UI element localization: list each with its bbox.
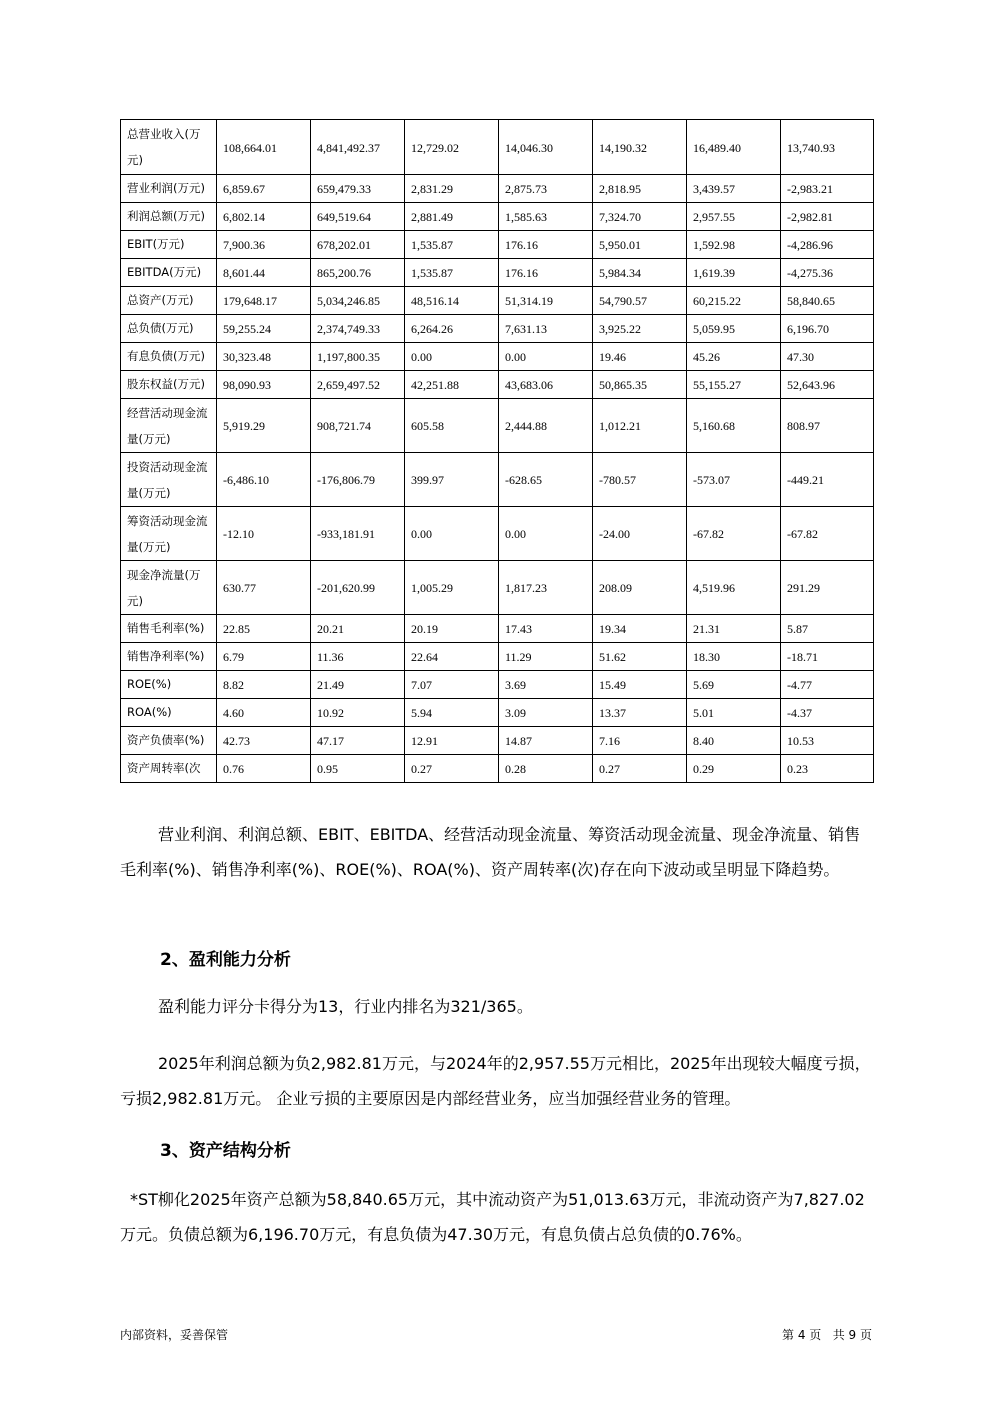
table-cell: -67.82	[687, 507, 781, 561]
table-cell: 4.60	[217, 699, 311, 727]
table-cell: 0.28	[499, 755, 593, 783]
table-cell: 2,818.95	[593, 175, 687, 203]
table-cell: 14,190.32	[593, 120, 687, 175]
table-cell: 3.09	[499, 699, 593, 727]
table-cell: 6,802.14	[217, 203, 311, 231]
table-cell: 58,840.65	[781, 287, 874, 315]
section-2-score-paragraph: 盈利能力评分卡得分为13，行业内排名为321/365。	[158, 997, 533, 1016]
table-cell: 0.00	[405, 507, 499, 561]
table-row	[121, 399, 874, 453]
table-cell: -449.21	[781, 453, 874, 507]
table-row	[121, 755, 874, 783]
summary-paragraph: 营业利润、利润总额、EBIT、EBITDA、经营活动现金流量、筹资活动现金流量、现金净流量、销售毛利率(%)、销售净利率(%)、ROE(%)、ROA(%)、资产周转率(次)存在向下波动或呈明显下降趋势。	[120, 825, 861, 879]
table-cell: 17.43	[499, 615, 593, 643]
table-cell: 1,619.39	[687, 259, 781, 287]
table-cell: 5,984.34	[593, 259, 687, 287]
table-cell: 10.92	[311, 699, 405, 727]
table-cell: 5,160.68	[687, 399, 781, 453]
table-cell: 605.58	[405, 399, 499, 453]
table-cell: 60,215.22	[687, 287, 781, 315]
table-cell: 0.00	[405, 343, 499, 371]
table-cell: -67.82	[781, 507, 874, 561]
table-cell: 6.79	[217, 643, 311, 671]
table-cell: 1,197,800.35	[311, 343, 405, 371]
table-cell: 865,200.76	[311, 259, 405, 287]
table-cell: -201,620.99	[311, 561, 405, 615]
row-label: 销售净利率(%)	[121, 643, 217, 671]
table-cell: 7.07	[405, 671, 499, 699]
table-row	[121, 671, 874, 699]
table-cell: 30,323.48	[217, 343, 311, 371]
table-cell: 6,196.70	[781, 315, 874, 343]
table-cell: 1,535.87	[405, 231, 499, 259]
table-cell: 1,592.98	[687, 231, 781, 259]
table-cell: 5,919.29	[217, 399, 311, 453]
table-row	[121, 203, 874, 231]
table-row	[121, 259, 874, 287]
table-cell: 1,817.23	[499, 561, 593, 615]
table-cell: 3,925.22	[593, 315, 687, 343]
table-row	[121, 371, 874, 399]
table-cell: -573.07	[687, 453, 781, 507]
row-label: 投资活动现金流量(万元)	[121, 453, 217, 507]
table-cell: 22.85	[217, 615, 311, 643]
table-cell: 5.87	[781, 615, 874, 643]
table-cell: 98,090.93	[217, 371, 311, 399]
table-cell: 0.00	[499, 507, 593, 561]
table-row	[121, 727, 874, 755]
table-cell: 22.64	[405, 643, 499, 671]
table-cell: 7,324.70	[593, 203, 687, 231]
table-cell: 5.94	[405, 699, 499, 727]
table-row	[121, 453, 874, 507]
table-cell: -933,181.91	[311, 507, 405, 561]
table-cell: 5.01	[687, 699, 781, 727]
table-cell: 11.36	[311, 643, 405, 671]
table-cell: 43,683.06	[499, 371, 593, 399]
table-cell: -24.00	[593, 507, 687, 561]
table-cell: -780.57	[593, 453, 687, 507]
table-cell: 108,664.01	[217, 120, 311, 175]
table-cell: 51,314.19	[499, 287, 593, 315]
table-cell: 6,264.26	[405, 315, 499, 343]
table-cell: 908,721.74	[311, 399, 405, 453]
table-cell: 7,631.13	[499, 315, 593, 343]
table-cell: 16,489.40	[687, 120, 781, 175]
row-label: 总资产(万元)	[121, 287, 217, 315]
table-cell: 2,831.29	[405, 175, 499, 203]
row-label: 股东权益(万元)	[121, 371, 217, 399]
table-cell: 678,202.01	[311, 231, 405, 259]
row-label: 销售毛利率(%)	[121, 615, 217, 643]
table-cell: 55,155.27	[687, 371, 781, 399]
table-cell: 0.29	[687, 755, 781, 783]
footer-confidential-note: 内部资料，妥善保管	[120, 1328, 229, 1342]
table-cell: 2,957.55	[687, 203, 781, 231]
table-cell: -4,275.36	[781, 259, 874, 287]
table-cell: 0.27	[593, 755, 687, 783]
table-cell: 176.16	[499, 231, 593, 259]
table-cell: 48,516.14	[405, 287, 499, 315]
table-cell: -628.65	[499, 453, 593, 507]
table-cell: 21.49	[311, 671, 405, 699]
table-cell: 5,950.01	[593, 231, 687, 259]
table-cell: -18.71	[781, 643, 874, 671]
table-cell: 42,251.88	[405, 371, 499, 399]
table-cell: 21.31	[687, 615, 781, 643]
financial-data-table	[120, 119, 874, 783]
footer-page-number: 第 4 页 共 9 页	[782, 1328, 872, 1342]
table-cell: 11.29	[499, 643, 593, 671]
row-label: 利润总额(万元)	[121, 203, 217, 231]
table-cell: 5,034,246.85	[311, 287, 405, 315]
row-label: 经营活动现金流量(万元)	[121, 399, 217, 453]
table-cell: 50,865.35	[593, 371, 687, 399]
table-cell: 5.69	[687, 671, 781, 699]
table-cell: 19.34	[593, 615, 687, 643]
row-label: 总营业收入(万元)	[121, 120, 217, 175]
table-cell: -2,982.81	[781, 203, 874, 231]
table-cell: 8,601.44	[217, 259, 311, 287]
row-label: 总负债(万元)	[121, 315, 217, 343]
table-cell: 2,444.88	[499, 399, 593, 453]
table-cell: 13.37	[593, 699, 687, 727]
table-cell: 291.29	[781, 561, 874, 615]
table-cell: 179,648.17	[217, 287, 311, 315]
table-row	[121, 561, 874, 615]
table-row	[121, 643, 874, 671]
table-cell: 5,059.95	[687, 315, 781, 343]
table-cell: 659,479.33	[311, 175, 405, 203]
table-cell: 2,659,497.52	[311, 371, 405, 399]
table-cell: -6,486.10	[217, 453, 311, 507]
table-cell: 45.26	[687, 343, 781, 371]
table-cell: -4,286.96	[781, 231, 874, 259]
table-cell: 51.62	[593, 643, 687, 671]
table-cell: 0.27	[405, 755, 499, 783]
table-cell: 15.49	[593, 671, 687, 699]
table-cell: 1,012.21	[593, 399, 687, 453]
table-cell: 20.21	[311, 615, 405, 643]
table-cell: 3,439.57	[687, 175, 781, 203]
section-3-heading: 3、资产结构分析	[160, 1141, 291, 1161]
table-cell: 0.76	[217, 755, 311, 783]
table-row	[121, 120, 874, 175]
table-row	[121, 315, 874, 343]
table-cell: 630.77	[217, 561, 311, 615]
table-cell: 12,729.02	[405, 120, 499, 175]
section-3-asset-paragraph: *ST柳化2025年资产总额为58,840.65万元，其中流动资产为51,013.63万元，非流动资产为7,827.02万元。负债总额为6,196.70万元，有息负债为47.30万元，有息负债占总负债的0.76%。	[120, 1190, 865, 1244]
section-2-profit-paragraph: 2025年利润总额为负2,982.81万元，与2024年的2,957.55万元相比，2025年出现较大幅度亏损，亏损2,982.81万元。 企业亏损的主要原因是内部经营业务，应当加强经营业务的管理。	[120, 1054, 871, 1108]
table-cell: 54,790.57	[593, 287, 687, 315]
table-cell: 20.19	[405, 615, 499, 643]
table-cell: -12.10	[217, 507, 311, 561]
table-cell: 1,535.87	[405, 259, 499, 287]
row-label: EBITDA(万元)	[121, 259, 217, 287]
table-cell: 208.09	[593, 561, 687, 615]
table-cell: 4,841,492.37	[311, 120, 405, 175]
table-cell: 808.97	[781, 399, 874, 453]
row-label: 营业利润(万元)	[121, 175, 217, 203]
row-label: 筹资活动现金流量(万元)	[121, 507, 217, 561]
table-cell: 4,519.96	[687, 561, 781, 615]
table-cell: 6,859.67	[217, 175, 311, 203]
table-row	[121, 615, 874, 643]
row-label: 资产负债率(%)	[121, 727, 217, 755]
table-cell: 399.97	[405, 453, 499, 507]
table-cell: 2,881.49	[405, 203, 499, 231]
table-cell: -2,983.21	[781, 175, 874, 203]
table-cell: 14.87	[499, 727, 593, 755]
table-cell: 2,875.73	[499, 175, 593, 203]
table-cell: 176.16	[499, 259, 593, 287]
table-row	[121, 507, 874, 561]
table-cell: 3.69	[499, 671, 593, 699]
table-cell: 0.23	[781, 755, 874, 783]
row-label: EBIT(万元)	[121, 231, 217, 259]
table-cell: 52,643.96	[781, 371, 874, 399]
table-cell: 13,740.93	[781, 120, 874, 175]
row-label: ROA(%)	[121, 699, 217, 727]
table-cell: 12.91	[405, 727, 499, 755]
table-cell: 42.73	[217, 727, 311, 755]
table-cell: 2,374,749.33	[311, 315, 405, 343]
row-label: 资产周转率(次	[121, 755, 217, 783]
table-cell: -4.37	[781, 699, 874, 727]
table-cell: 7,900.36	[217, 231, 311, 259]
table-cell: 1,005.29	[405, 561, 499, 615]
table-row	[121, 231, 874, 259]
table-cell: 10.53	[781, 727, 874, 755]
table-row	[121, 287, 874, 315]
table-cell: 14,046.30	[499, 120, 593, 175]
table-cell: 1,585.63	[499, 203, 593, 231]
table-cell: 59,255.24	[217, 315, 311, 343]
table-cell: 0.95	[311, 755, 405, 783]
table-cell: 47.17	[311, 727, 405, 755]
row-label: ROE(%)	[121, 671, 217, 699]
table-row	[121, 343, 874, 371]
table-cell: 8.82	[217, 671, 311, 699]
table-cell: 19.46	[593, 343, 687, 371]
table-row	[121, 699, 874, 727]
table-cell: 649,519.64	[311, 203, 405, 231]
table-cell: 18.30	[687, 643, 781, 671]
table-cell: -176,806.79	[311, 453, 405, 507]
section-2-heading: 2、盈利能力分析	[160, 950, 291, 970]
row-label: 有息负债(万元)	[121, 343, 217, 371]
row-label: 现金净流量(万元)	[121, 561, 217, 615]
table-cell: 47.30	[781, 343, 874, 371]
table-cell: 7.16	[593, 727, 687, 755]
table-row	[121, 175, 874, 203]
table-cell: -4.77	[781, 671, 874, 699]
table-cell: 8.40	[687, 727, 781, 755]
table-cell: 0.00	[499, 343, 593, 371]
